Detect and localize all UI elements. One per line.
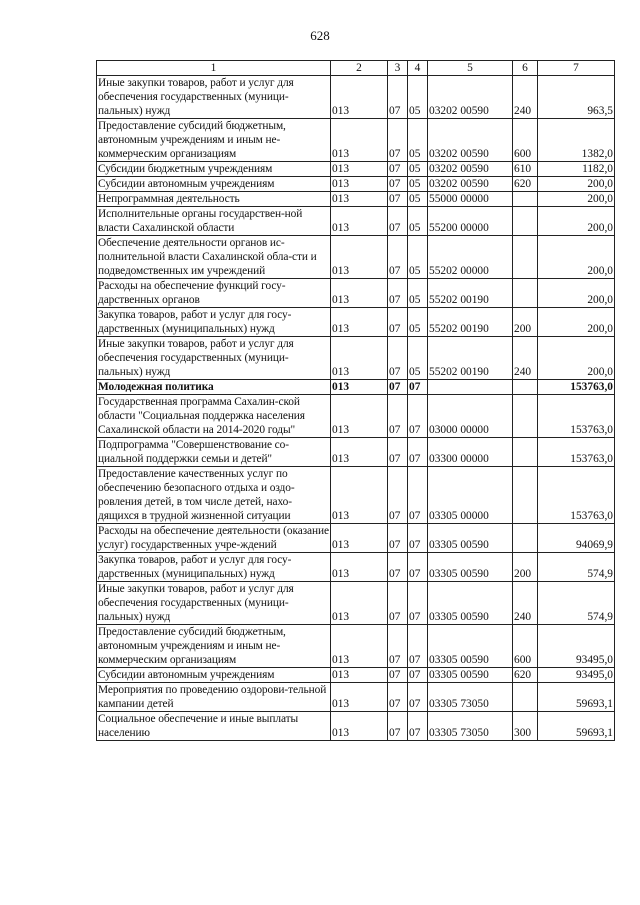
section-code-cell: 07 <box>388 76 408 119</box>
target-article-cell: 03202 00590 <box>428 76 513 119</box>
amount-cell: 200,0 <box>538 192 615 207</box>
expense-type-cell: 200 <box>513 553 538 582</box>
ministry-code-cell: 013 <box>331 76 388 119</box>
table-row <box>97 76 615 119</box>
expense-type-cell <box>513 438 538 467</box>
section-code-cell: 07 <box>388 683 408 712</box>
expense-type-cell <box>513 683 538 712</box>
ministry-code-cell: 013 <box>331 524 388 553</box>
expense-name-cell: Иные закупки товаров, работ и услуг для обеспечения государственных (муници-пальных) нужд <box>97 337 331 380</box>
header-col-4: 4 <box>408 61 428 76</box>
table-row <box>97 712 615 741</box>
table-row <box>97 337 615 380</box>
ministry-code-cell: 013 <box>331 207 388 236</box>
header-col-6: 6 <box>513 61 538 76</box>
section-code-cell: 07 <box>388 380 408 395</box>
expense-name-cell: Обеспечение деятельности органов ис-полнительной власти Сахалинской обла-сти и подведомственных им учреждений <box>97 236 331 279</box>
ministry-code-cell: 013 <box>331 712 388 741</box>
expense-name-cell: Субсидии автономным учреждениям <box>97 177 331 192</box>
table-row <box>97 395 615 438</box>
target-article-cell <box>428 380 513 395</box>
expense-type-cell: 620 <box>513 668 538 683</box>
amount-cell: 200,0 <box>538 207 615 236</box>
expense-name-cell: Непрограммная деятельность <box>97 192 331 207</box>
amount-cell: 93495,0 <box>538 668 615 683</box>
expense-type-cell <box>513 395 538 438</box>
ministry-code-cell: 013 <box>331 668 388 683</box>
subsection-code-cell: 05 <box>408 279 428 308</box>
expense-name-cell: Субсидии автономным учреждениям <box>97 668 331 683</box>
subsection-code-cell: 07 <box>408 683 428 712</box>
target-article-cell: 03202 00590 <box>428 162 513 177</box>
expense-name-cell: Предоставление качественных услуг по обеспечению безопасного отдыха и оздо-ровления детей, в том числе детей, нахо-дящихся в трудной жизненной ситуации <box>97 467 331 524</box>
expense-name-cell: Субсидии бюджетным учреждениям <box>97 162 331 177</box>
subsection-code-cell: 05 <box>408 76 428 119</box>
table-row <box>97 438 615 467</box>
expense-name-cell: Иные закупки товаров, работ и услуг для обеспечения государственных (муници-пальных) нужд <box>97 582 331 625</box>
amount-cell: 574,9 <box>538 553 615 582</box>
amount-cell: 93495,0 <box>538 625 615 668</box>
section-code-cell: 07 <box>388 337 408 380</box>
expense-name-cell: Предоставление субсидий бюджетным, автономным учреждениям и иным не-коммерческим организациям <box>97 119 331 162</box>
amount-cell: 200,0 <box>538 308 615 337</box>
section-code-cell: 07 <box>388 553 408 582</box>
expense-type-cell: 240 <box>513 76 538 119</box>
subsection-code-cell: 07 <box>408 625 428 668</box>
amount-cell: 200,0 <box>538 177 615 192</box>
expense-type-cell <box>513 236 538 279</box>
amount-cell: 153763,0 <box>538 380 615 395</box>
expense-name-cell: Предоставление субсидий бюджетным, автономным учреждениям и иным не-коммерческим организациям <box>97 625 331 668</box>
expense-type-cell: 600 <box>513 119 538 162</box>
expense-name-cell: Мероприятия по проведению оздорови-тельной кампании детей <box>97 683 331 712</box>
expense-type-cell: 610 <box>513 162 538 177</box>
target-article-cell: 03305 00590 <box>428 668 513 683</box>
ministry-code-cell: 013 <box>331 380 388 395</box>
table-row <box>97 524 615 553</box>
expense-type-cell <box>513 279 538 308</box>
ministry-code-cell: 013 <box>331 308 388 337</box>
amount-cell: 963,5 <box>538 76 615 119</box>
amount-cell: 200,0 <box>538 337 615 380</box>
target-article-cell: 55202 00190 <box>428 337 513 380</box>
ministry-code-cell: 013 <box>331 192 388 207</box>
expense-type-cell: 240 <box>513 337 538 380</box>
expense-name-cell: Молодежная политика <box>97 380 331 395</box>
subsection-code-cell: 07 <box>408 712 428 741</box>
expense-type-cell <box>513 192 538 207</box>
expense-type-cell: 600 <box>513 625 538 668</box>
section-code-cell: 07 <box>388 438 408 467</box>
section-code-cell: 07 <box>388 582 408 625</box>
ministry-code-cell: 013 <box>331 119 388 162</box>
expense-type-cell <box>513 524 538 553</box>
subsection-code-cell: 05 <box>408 192 428 207</box>
amount-cell: 200,0 <box>538 279 615 308</box>
target-article-cell: 03305 00000 <box>428 467 513 524</box>
expense-name-cell: Закупка товаров, работ и услуг для госу-дарственных (муниципальных) нужд <box>97 308 331 337</box>
target-article-cell: 55202 00190 <box>428 308 513 337</box>
subsection-code-cell: 07 <box>408 582 428 625</box>
expense-name-cell: Расходы на обеспечение деятельности (оказание услуг) государственных учре-ждений <box>98 525 329 551</box>
amount-cell: 153763,0 <box>538 467 615 524</box>
header-col-1: 1 <box>97 61 331 76</box>
amount-cell: 200,0 <box>538 236 615 279</box>
expense-name-cell: Расходы на обеспечение функций госу-дарственных органов <box>97 279 331 308</box>
section-code-cell: 07 <box>388 236 408 279</box>
section-code-cell: 07 <box>388 524 408 553</box>
subsection-code-cell: 07 <box>408 395 428 438</box>
expense-name-cell: Социальное обеспечение и иные выплаты населению <box>97 712 331 741</box>
ministry-code-cell: 013 <box>331 467 388 524</box>
amount-cell: 59693,1 <box>538 712 615 741</box>
header-col-7: 7 <box>538 61 615 76</box>
subsection-code-cell: 07 <box>408 668 428 683</box>
expense-name-cell: Закупка товаров, работ и услуг для госу-дарственных (муниципальных) нужд <box>97 553 331 582</box>
amount-cell: 1182,0 <box>538 162 615 177</box>
ministry-code-cell: 013 <box>331 279 388 308</box>
subsection-code-cell: 05 <box>408 308 428 337</box>
table-row <box>97 582 615 625</box>
subsection-code-cell: 07 <box>408 553 428 582</box>
subsection-code-cell: 05 <box>408 207 428 236</box>
section-code-cell: 07 <box>388 308 408 337</box>
subsection-code-cell: 05 <box>408 337 428 380</box>
subsection-code-cell: 07 <box>408 467 428 524</box>
target-article-cell: 03305 00590 <box>428 625 513 668</box>
expense-name-cell: Исполнительные органы государствен-ной власти Сахалинской области <box>97 207 331 236</box>
header-col-5: 5 <box>428 61 513 76</box>
table-row <box>97 553 615 582</box>
subsection-code-cell: 05 <box>408 236 428 279</box>
target-article-cell: 55000 00000 <box>428 192 513 207</box>
expense-name-cell: Иные закупки товаров, работ и услуг для обеспечения государственных (муници-пальных) нужд <box>97 76 331 119</box>
table-row <box>97 279 615 308</box>
table-row <box>97 119 615 162</box>
expense-type-cell: 200 <box>513 308 538 337</box>
target-article-cell: 55202 00000 <box>428 236 513 279</box>
section-code-cell: 07 <box>388 668 408 683</box>
ministry-code-cell: 013 <box>331 236 388 279</box>
section-code-cell: 07 <box>388 207 408 236</box>
table-row <box>97 308 615 337</box>
table-row <box>97 668 615 683</box>
expense-name-cell: Подпрограмма "Совершенствование со-циальной поддержки семьи и детей" <box>97 438 331 467</box>
expense-name-cell: Государственная программа Сахалин-ской области "Социальная поддержка населения Сахалинской области на 2014-2020 годы" <box>97 395 331 438</box>
table-row <box>97 683 615 712</box>
table-row <box>97 192 615 207</box>
section-code-cell: 07 <box>388 625 408 668</box>
ministry-code-cell: 013 <box>331 625 388 668</box>
header-row <box>97 61 615 76</box>
expense-type-cell: 620 <box>513 177 538 192</box>
target-article-cell: 03305 00590 <box>428 582 513 625</box>
expense-type-cell <box>513 380 538 395</box>
subsection-code-cell: 05 <box>408 119 428 162</box>
subsection-code-cell: 07 <box>408 524 428 553</box>
expense-type-cell: 240 <box>513 582 538 625</box>
amount-cell: 574,9 <box>538 582 615 625</box>
table-row <box>97 467 615 524</box>
amount-cell: 1382,0 <box>538 119 615 162</box>
section-code-cell: 07 <box>388 177 408 192</box>
ministry-code-cell: 013 <box>331 177 388 192</box>
ministry-code-cell: 013 <box>331 162 388 177</box>
target-article-cell: 03300 00000 <box>428 438 513 467</box>
header-col-3: 3 <box>388 61 408 76</box>
subsection-code-cell: 05 <box>408 177 428 192</box>
target-article-cell: 03000 00000 <box>428 395 513 438</box>
expense-type-cell <box>513 467 538 524</box>
section-code-cell: 07 <box>388 467 408 524</box>
target-article-cell: 03305 73050 <box>428 683 513 712</box>
target-article-cell: 03305 00590 <box>428 524 513 553</box>
section-code-cell: 07 <box>388 279 408 308</box>
table-row <box>97 177 615 192</box>
table-row <box>97 236 615 279</box>
section-code-cell: 07 <box>388 162 408 177</box>
ministry-code-cell: 013 <box>331 553 388 582</box>
target-article-cell: 55202 00190 <box>428 279 513 308</box>
expense-type-cell <box>513 207 538 236</box>
section-code-cell: 07 <box>388 395 408 438</box>
target-article-cell: 03305 00590 <box>428 553 513 582</box>
amount-cell: 59693,1 <box>538 683 615 712</box>
table-row <box>97 162 615 177</box>
table-row <box>97 625 615 668</box>
ministry-code-cell: 013 <box>331 337 388 380</box>
subsection-code-cell: 07 <box>408 438 428 467</box>
section-code-cell: 07 <box>388 192 408 207</box>
table-row <box>97 380 615 395</box>
section-code-cell: 07 <box>388 712 408 741</box>
header-col-2: 2 <box>331 61 388 76</box>
amount-cell: 153763,0 <box>538 395 615 438</box>
ministry-code-cell: 013 <box>331 438 388 467</box>
ministry-code-cell: 013 <box>331 582 388 625</box>
section-code-cell: 07 <box>388 119 408 162</box>
amount-cell: 153763,0 <box>538 438 615 467</box>
target-article-cell: 03202 00590 <box>428 177 513 192</box>
ministry-code-cell: 013 <box>331 683 388 712</box>
target-article-cell: 03305 73050 <box>428 712 513 741</box>
target-article-cell: 03202 00590 <box>428 119 513 162</box>
amount-cell: 94069,9 <box>538 524 615 553</box>
page-number: 628 <box>310 28 330 43</box>
ministry-code-cell: 013 <box>331 395 388 438</box>
subsection-code-cell: 05 <box>408 162 428 177</box>
target-article-cell: 55200 00000 <box>428 207 513 236</box>
subsection-code-cell: 07 <box>408 380 428 395</box>
budget-table <box>96 60 615 741</box>
expense-type-cell: 300 <box>513 712 538 741</box>
table-row <box>97 207 615 236</box>
